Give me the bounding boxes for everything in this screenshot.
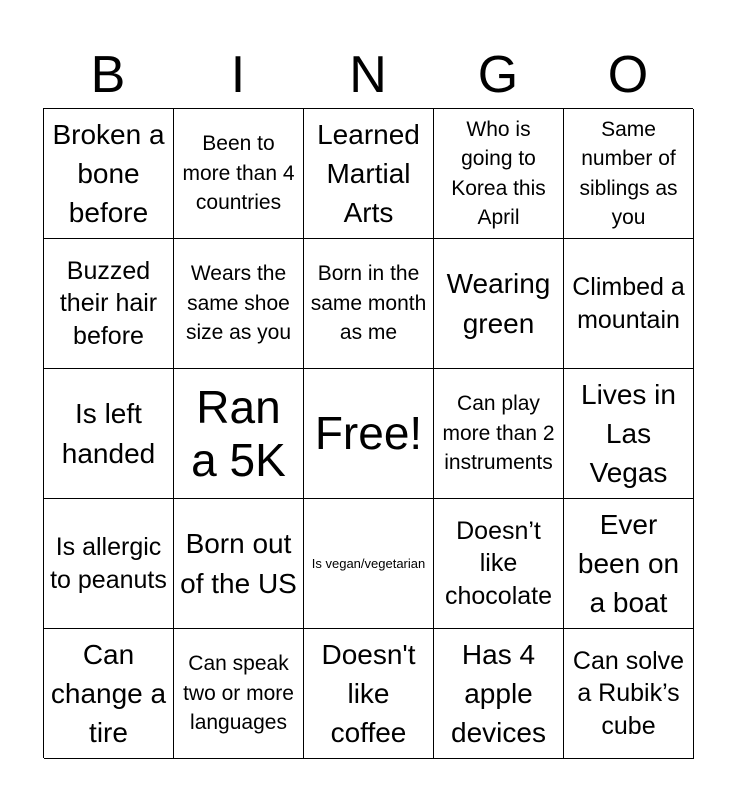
header-letter-i: I [230,46,246,104]
bingo-cell[interactable]: Broken a bone before [44,109,174,239]
bingo-cell[interactable]: Is allergic to peanuts [44,499,174,629]
bingo-cell[interactable]: Who is going to Korea this April [434,109,564,239]
bingo-cell[interactable]: Been to more than 4 countries [174,109,304,239]
header-letter-b: B [90,46,126,104]
bingo-cell[interactable]: Wearing green [434,239,564,369]
bingo-cell[interactable]: Buzzed their hair before [44,239,174,369]
bingo-cell[interactable]: Lives in Las Vegas [564,369,694,499]
bingo-cell[interactable]: Can speak two or more languages [174,629,304,759]
bingo-cell[interactable]: Can play more than 2 instruments [434,369,564,499]
bingo-cell[interactable]: Can solve a Rubik’s cube [564,629,694,759]
bingo-board [43,108,693,758]
bingo-cell[interactable]: Born out of the US [174,499,304,629]
bingo-cell[interactable]: Learned Martial Arts [304,109,434,239]
bingo-cell[interactable]: Can change a tire [44,629,174,759]
bingo-header [43,42,693,108]
header-letter-n: N [349,46,387,104]
bingo-cell[interactable]: Is left handed [44,369,174,499]
bingo-cell[interactable]: Born in the same month as me [304,239,434,369]
bingo-cell[interactable]: Ever been on a boat [564,499,694,629]
free-space-cell[interactable]: Free! [304,369,434,499]
bingo-cell[interactable]: Is vegan/vegetarian [304,499,434,629]
bingo-cell[interactable]: Same number of siblings as you [564,109,694,239]
header-letter-g: G [477,46,519,104]
bingo-cell[interactable]: Ran a 5K [174,369,304,499]
header-letter-o: O [607,46,649,104]
bingo-cell[interactable]: Doesn't like coffee [304,629,434,759]
bingo-cell[interactable]: Doesn’t like chocolate [434,499,564,629]
bingo-cell[interactable]: Wears the same shoe size as you [174,239,304,369]
bingo-cell[interactable]: Climbed a mountain [564,239,694,369]
bingo-cell[interactable]: Has 4 apple devices [434,629,564,759]
